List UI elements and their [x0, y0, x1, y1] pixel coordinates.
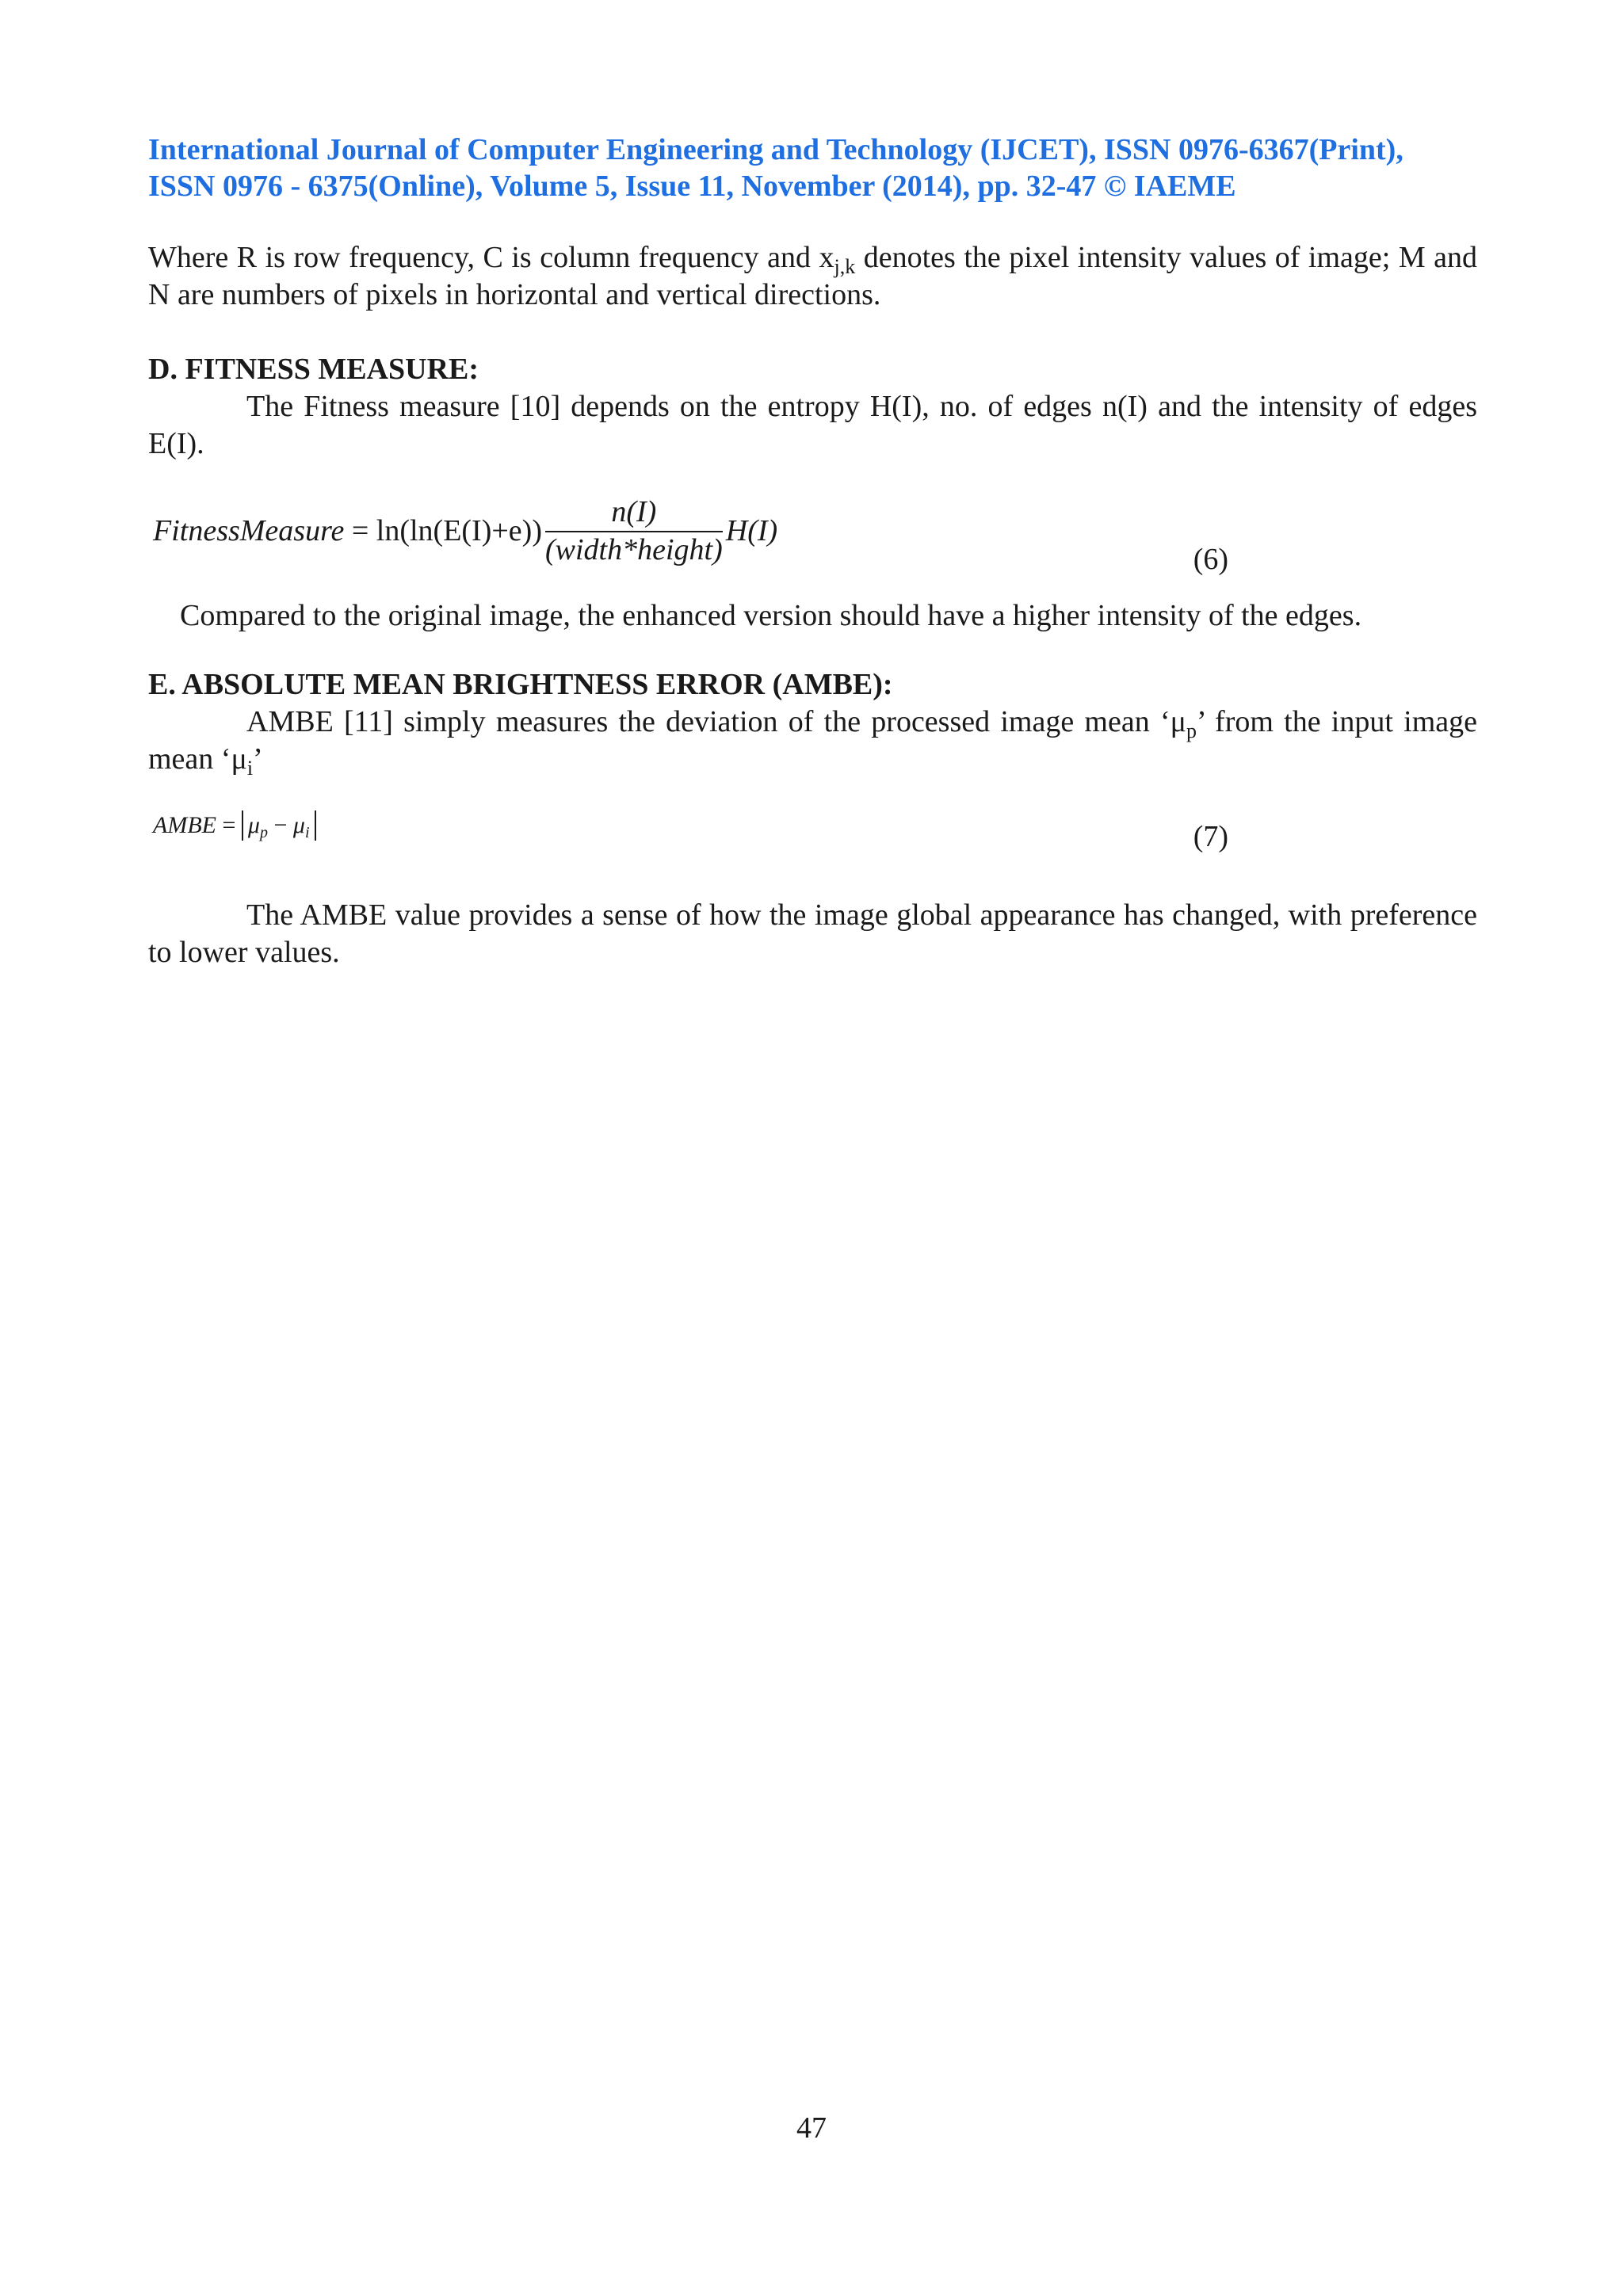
section-d-heading: D. FITNESS MEASURE:: [148, 353, 479, 386]
equation-7-body: [153, 810, 316, 841]
eq7-mu-i: μ: [292, 812, 305, 838]
eq6-fraction: [545, 494, 723, 567]
eq7-equals: =: [216, 812, 242, 838]
section-e-closing: The AMBE value provides a sense of how the image global appearance has changed, with preference to lower values.: [148, 898, 1477, 969]
eq6-ln: ln(ln(E(I)+e)): [376, 514, 542, 547]
equation-6-number: (6): [1193, 543, 1228, 576]
eq6-tail: H(I): [725, 514, 778, 547]
equation-7-number: (7): [1193, 820, 1228, 853]
equation-7: [148, 810, 1477, 865]
section-d-after-equation: Compared to the original image, the enhanced version should have a higher intensity of the edges.: [180, 599, 1362, 632]
intro-text-2: denotes the pixel intensity values of image; M and N are numbers of pixels in horizontal and vertical directions.: [148, 241, 1477, 311]
section-d-paragraph: The Fitness measure [10] depends on the entropy H(I), no. of edges n(I) and the intensity of edges E(I).: [148, 390, 1477, 460]
page-content: [148, 132, 1477, 971]
intro-text-1: Where R is row frequency, C is column frequency and x: [148, 241, 834, 274]
eq7-lhs: AMBE: [153, 812, 216, 838]
journal-header-line2: ISSN 0976 - 6375(Online), Volume 5, Issue 11, November (2014), pp. 32-47 © IAEME: [148, 170, 1236, 203]
intro-paragraph: [148, 239, 1477, 314]
eq6-denominator: (width*height): [544, 533, 723, 566]
eq7-sub-p: p: [259, 824, 268, 841]
eq7-absolute-value: [242, 810, 316, 841]
page-number: 47: [796, 2111, 827, 2145]
section-e-text-3: ’: [253, 742, 263, 776]
eq6-numerator: n(I): [545, 494, 723, 532]
journal-header: [148, 132, 1477, 204]
section-e-heading: E. ABSOLUTE MEAN BRIGHTNESS ERROR (AMBE):: [148, 668, 893, 701]
eq6-lhs: FitnessMeasure: [153, 514, 345, 547]
eq6-equals: =: [344, 514, 376, 547]
eq7-sub-i: i: [304, 824, 310, 841]
equation-6: [148, 494, 1477, 582]
intro-subscript: j,k: [834, 255, 856, 278]
section-e-sub-p: p: [1186, 719, 1197, 742]
section-e-sub-i: i: [246, 757, 254, 780]
journal-header-line1: International Journal of Computer Engineering and Technology (IJCET), ISSN 0976-6367(Print),: [148, 133, 1403, 166]
section-e-paragraph: [148, 704, 1477, 778]
section-e-text-1: AMBE [11] simply measures the deviation of the processed image mean ‘μ: [246, 705, 1186, 738]
eq7-mu-p: μ: [247, 812, 260, 838]
equation-6-body: [153, 494, 777, 567]
eq7-minus: −: [267, 812, 293, 838]
section-e-text-2: ’ from the input image mean ‘μ: [148, 705, 1477, 776]
